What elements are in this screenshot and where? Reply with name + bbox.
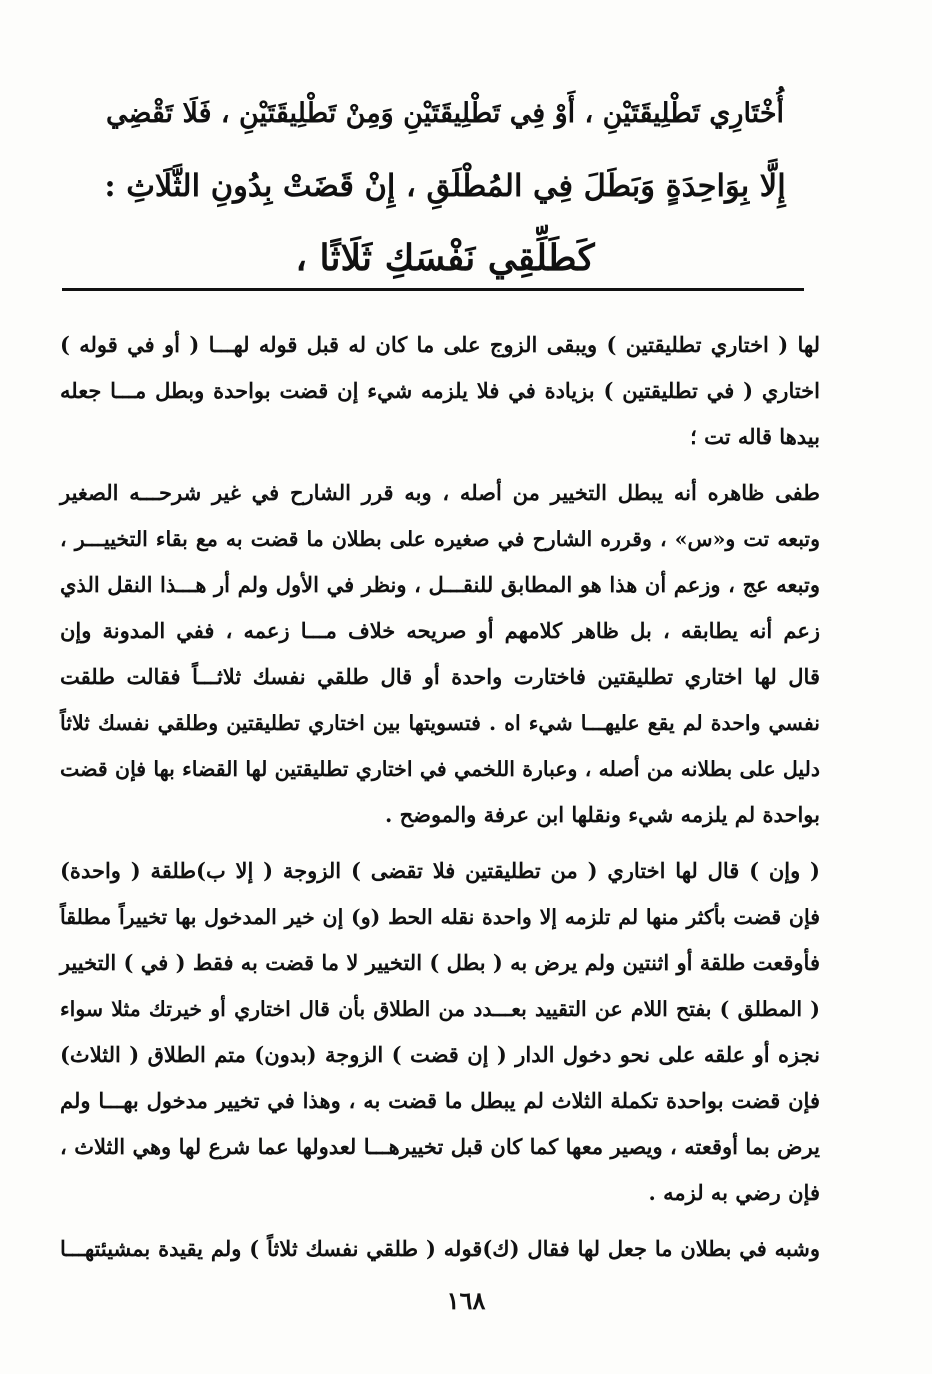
commentary-paragraph [60, 848, 820, 1216]
commentary-paragraph [60, 470, 820, 838]
commentary-line: بيدها قاله تت ؛ [690, 424, 820, 449]
separator-rule [62, 288, 804, 291]
commentary-line: فإن رضي به لزمه . [648, 1180, 820, 1205]
main-text-line: كَطَلِّقِي نَفْسَكِ ثَلَاثًا ، [295, 237, 595, 279]
commentary-line: فإن قضت بأكثر منها لم تلزمه إلا واحدة نقله الحط (و) إن خير المدخول بها تخييراً مطلقاً [60, 905, 820, 929]
main-text-line: إِلَّا بِوَاحِدَةٍ وَبَطَلَ فِي المُطْلَقِ ، إِنْ قَضَتْ بِدُونِ الثَّلَاثِ : [104, 168, 786, 204]
page-number: ١٦٨ [446, 1286, 486, 1315]
commentary-line: زعم أنه يطابقه ، بل ظاهر كلامهم أو صريحه خلاف مـــا زعمه ، ففي المدونة وإن [60, 618, 820, 643]
commentary-line: وتبعه تت و«س» ، وقرره الشارح في صغيره على بطلان ما قضت به مع بقاء التخييـــر ، [60, 527, 820, 551]
commentary-line: ( وإن ) قال لها اختاري ( من تطليقتين فلا تقضى ) الزوجة ( إلا ب)طلقة ( واحدة) [60, 858, 820, 883]
commentary-line: فإن قضت بواحدة تكملة الثلاث لم يبطل ما قضت به ، وهذا في تخيير مدخول بهـــا ولم [60, 1088, 820, 1113]
commentary-line: قال لها اختاري تطليقتين فاختارت واحدة أو قال طلقي نفسك ثلاثـــاً فقالت طلقت [60, 664, 820, 689]
commentary-paragraph [60, 1226, 820, 1272]
main-text-block [100, 78, 790, 294]
commentary-block [60, 322, 820, 1272]
commentary-line: يرض بما أوقعته ، ويصير معها كما كان قبل تخييرهـــا لعدولها عما شرع لها وهي الثلاث ، [60, 1134, 820, 1159]
commentary-line: ( المطلق ) بفتح اللام عن التقييد بعـــدد من الطلاق بأن قال اختاري أو خيرتك مثلا سواء [60, 997, 820, 1021]
commentary-line: لها ( اختاري تطليقتين ) ويبقى الزوج على ما كان له قبل قوله لهـــا ( أو في قوله ) [60, 332, 820, 357]
commentary-line: نفسي واحدة لم يقع عليهـــا شيء اه . فتسويتها بين اختاري تطليقتين وطلقي نفسك ثلاثاً [60, 711, 820, 735]
commentary-line: نجزه أو علقه على نحو دخول الدار ( إن قضت ) الزوجة (بدون) متم الطلاق ( الثلاث) [60, 1042, 820, 1067]
main-text-line: أُخْتَارِي تَطْلِيقَتَيْنِ ، أَوْ فِي تَطْلِيقَتَيْنِ وَمِنْ تَطْلِيقَتَيْنِ ، فَلَا تَقْضِي [105, 98, 785, 129]
commentary-line: بواحدة لم يلزمه شيء ونقلها ابن عرفة والموضح . [384, 802, 820, 827]
commentary-line: فأوقعت طلقة أو اثنتين ولم يرض به ( بطل ) التخيير لا ما قضت به فقط ( في ) التخيير [59, 950, 820, 975]
commentary-paragraph [60, 322, 820, 460]
commentary-line: وشبه في بطلان ما جعل لها فقال (ك)قوله ( طلقي نفسك ثلاثاً ) ولم يقيدة بمشيئتهـــا [60, 1236, 820, 1261]
commentary-line: دليل على بطلانه من أصله ، وعبارة اللخمي في اختاري تطليقتين لها القضاء بها فإن قضت [60, 757, 820, 781]
commentary-line: طفى ظاهره أنه يبطل التخيير من أصله ، وبه قرر الشارح في غير شرحـــه الصغير [60, 480, 820, 505]
commentary-line: وتبعه عج ، وزعم أن هذا هو المطابق للنقـــل ، ونظر في الأول ولم أر هـــذا النقل الذي [60, 572, 820, 597]
commentary-line: اختاري ( في تطليقتين ) بزيادة في فلا يلزمه شيء إن قضت بواحدة وبطل مـــا جعله [60, 378, 820, 403]
